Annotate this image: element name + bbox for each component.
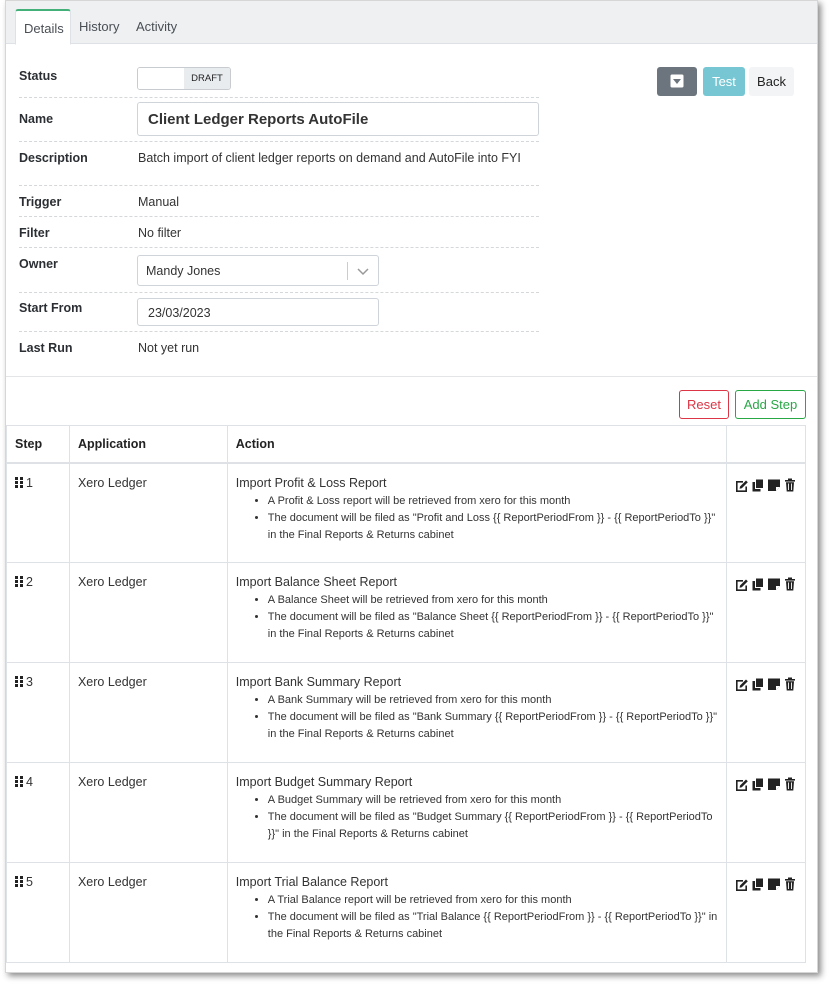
- section-divider: [6, 376, 818, 377]
- action-cell: [227, 863, 726, 963]
- action-detail-item: • The document will be filed as "Budget Summary {{ ReportPeriodFrom }} - {{ ReportPeriodTo }}" in the Final Reports & Returns cabinet: [268, 809, 718, 843]
- table-row: [7, 463, 806, 563]
- status-toggle[interactable]: [137, 67, 231, 90]
- row-actions-cell: [726, 463, 805, 563]
- archive-icon: [669, 73, 685, 89]
- action-title: Import Trial Balance Report: [235, 875, 388, 889]
- divider: [19, 141, 539, 142]
- add-step-button[interactable]: Add Step: [735, 390, 806, 419]
- action-details: [236, 692, 718, 743]
- name-label: Name: [19, 112, 54, 126]
- edit-icon[interactable]: [735, 677, 749, 691]
- note-icon[interactable]: [767, 777, 781, 791]
- note-icon[interactable]: [767, 577, 781, 591]
- trigger-label: Trigger: [19, 195, 62, 209]
- action-cell: [227, 563, 726, 663]
- filter-value: No filter: [138, 226, 182, 240]
- delete-icon[interactable]: [783, 877, 797, 891]
- step-cell: [7, 463, 70, 563]
- action-details: [236, 592, 718, 643]
- select-divider: [347, 262, 348, 280]
- row-actions: [735, 875, 797, 891]
- edit-icon[interactable]: [735, 777, 749, 791]
- drag-handle-icon[interactable]: [15, 477, 23, 488]
- action-detail-item: • A Bank Summary will be retrieved from xero for this month: [268, 692, 718, 709]
- back-button[interactable]: Back: [749, 67, 794, 96]
- action-title: Import Budget Summary Report: [235, 775, 413, 789]
- status-state: DRAFT: [184, 68, 230, 89]
- divider: [19, 331, 539, 332]
- step-cell: [7, 563, 70, 663]
- step-cell: [7, 663, 70, 763]
- action-detail-item: • A Profit & Loss report will be retrieved from xero for this month: [268, 493, 718, 510]
- copy-icon[interactable]: [751, 877, 765, 891]
- application-cell: Xero Ledger: [69, 863, 227, 963]
- step-number: 3: [26, 675, 33, 689]
- tab-details[interactable]: [15, 9, 71, 45]
- application-cell: Xero Ledger: [69, 663, 227, 763]
- description-value[interactable]: Batch import of client ledger reports on demand and AutoFile into FYI: [138, 151, 521, 165]
- action-title: Import Bank Summary Report: [235, 675, 402, 689]
- action-details: [236, 892, 718, 943]
- step-cell: [7, 863, 70, 963]
- tab-activity[interactable]: [128, 9, 185, 45]
- tab-details-label: Details: [24, 21, 64, 36]
- table-header-row: [7, 426, 806, 463]
- divider: [19, 185, 539, 186]
- delete-icon[interactable]: [783, 478, 797, 492]
- application-cell: Xero Ledger: [69, 463, 227, 563]
- drag-handle-icon[interactable]: [15, 576, 23, 587]
- row-actions: [735, 575, 797, 591]
- delete-icon[interactable]: [783, 577, 797, 591]
- header-operations: [726, 426, 805, 463]
- owner-label: Owner: [19, 257, 58, 271]
- tab-activity-label: Activity: [136, 19, 178, 34]
- start-from-label: Start From: [19, 301, 83, 315]
- action-detail-item: • The document will be filed as "Trial Balance {{ ReportPeriodFrom }} - {{ ReportPeriodTo }}" in the Final Reports & Returns cabinet: [268, 909, 718, 943]
- action-detail-item: • The document will be filed as "Bank Summary {{ ReportPeriodFrom }} - {{ ReportPeriodTo }}" in the Final Reports & Returns cabinet: [268, 709, 718, 743]
- drag-handle-icon[interactable]: [15, 876, 23, 887]
- last-run-value: Not yet run: [138, 341, 200, 355]
- action-title: Import Balance Sheet Report: [235, 575, 397, 589]
- start-from-input[interactable]: 23/03/2023: [137, 298, 379, 326]
- application-cell: Xero Ledger: [69, 563, 227, 663]
- edit-icon[interactable]: [735, 877, 749, 891]
- action-details: [236, 493, 718, 544]
- action-detail-item: • A Balance Sheet will be retrieved from xero for this month: [268, 592, 718, 609]
- table-row: [7, 563, 806, 663]
- last-run-label: Last Run: [19, 341, 73, 355]
- note-icon[interactable]: [767, 677, 781, 691]
- action-cell: [227, 663, 726, 763]
- tab-bar: [6, 1, 817, 44]
- table-row: [7, 863, 806, 963]
- owner-select[interactable]: [137, 255, 379, 286]
- copy-icon[interactable]: [751, 478, 765, 492]
- step-number: 4: [26, 775, 33, 789]
- row-actions: [735, 675, 797, 691]
- name-input[interactable]: Client Ledger Reports AutoFile: [137, 102, 539, 136]
- steps-body: [7, 463, 806, 963]
- action-detail-item: • A Trial Balance report will be retrieved from xero for this month: [268, 892, 718, 909]
- header-action: Action: [227, 426, 726, 463]
- copy-icon[interactable]: [751, 577, 765, 591]
- header-step: Step: [7, 426, 70, 463]
- tab-history[interactable]: [71, 9, 127, 45]
- copy-icon[interactable]: [751, 677, 765, 691]
- status-label: Status: [19, 69, 58, 83]
- step-number: 2: [26, 575, 33, 589]
- divider: [19, 292, 539, 293]
- edit-icon[interactable]: [735, 577, 749, 591]
- steps-table: [6, 425, 806, 963]
- archive-button[interactable]: [657, 67, 697, 96]
- row-actions-cell: [726, 863, 805, 963]
- note-icon[interactable]: [767, 877, 781, 891]
- divider: [19, 97, 539, 98]
- row-actions-cell: [726, 763, 805, 863]
- table-row: [7, 763, 806, 863]
- chevron-down-icon: [356, 264, 370, 278]
- tab-history-label: History: [79, 19, 120, 34]
- delete-icon[interactable]: [783, 777, 797, 791]
- action-detail-item: • A Budget Summary will be retrieved from xero for this month: [268, 792, 718, 809]
- owner-select-value: Mandy Jones: [146, 264, 221, 278]
- divider: [19, 216, 539, 217]
- row-actions: [735, 775, 797, 791]
- step-number: 1: [26, 475, 33, 490]
- drag-handle-icon[interactable]: [15, 676, 23, 687]
- workflow-editor-window: [5, 0, 818, 973]
- test-button[interactable]: Test: [703, 67, 745, 96]
- note-icon[interactable]: [767, 478, 781, 492]
- action-cell: [227, 463, 726, 563]
- row-actions: [735, 476, 797, 492]
- action-details: [236, 792, 718, 843]
- action-cell: [227, 763, 726, 863]
- description-label: Description: [19, 151, 88, 165]
- filter-label: Filter: [19, 226, 50, 240]
- divider: [19, 247, 539, 248]
- row-actions-cell: [726, 563, 805, 663]
- action-detail-item: • The document will be filed as "Profit and Loss {{ ReportPeriodFrom }} - {{ ReportPeriodTo }}" in the Final Reports & Returns cabinet: [268, 510, 718, 544]
- reset-button[interactable]: Reset: [679, 390, 729, 419]
- step-number: 5: [26, 875, 33, 889]
- delete-icon[interactable]: [783, 677, 797, 691]
- drag-handle-icon[interactable]: [15, 776, 23, 787]
- step-cell: [7, 763, 70, 863]
- toggle-knob: [138, 68, 185, 89]
- trigger-value: Manual: [138, 195, 179, 209]
- action-title: Import Profit & Loss Report: [235, 475, 387, 490]
- row-actions-cell: [726, 663, 805, 763]
- edit-icon[interactable]: [735, 478, 749, 492]
- application-cell: Xero Ledger: [69, 763, 227, 863]
- table-row: [7, 663, 806, 763]
- copy-icon[interactable]: [751, 777, 765, 791]
- header-application: Application: [69, 426, 227, 463]
- action-detail-item: • The document will be filed as "Balance Sheet {{ ReportPeriodFrom }} - {{ ReportPeriodTo }}" in the Final Reports & Returns cabinet: [268, 609, 718, 643]
